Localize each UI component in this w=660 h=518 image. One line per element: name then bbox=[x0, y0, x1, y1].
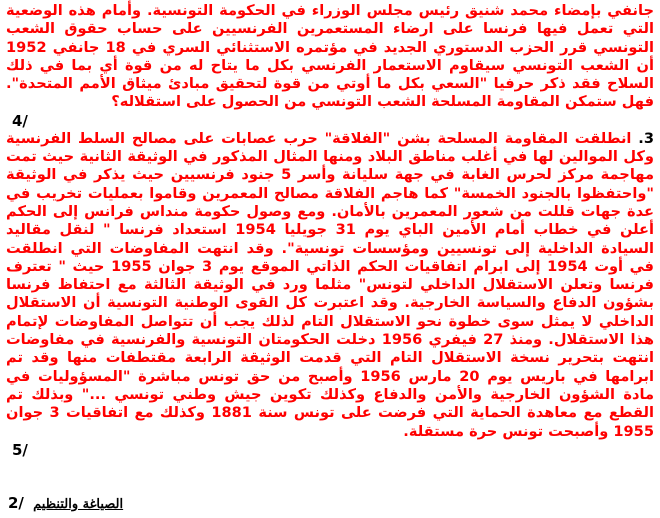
answer-text: انطلقت المقاومة المسلحة بشن "الفلاقة" حرب عصابات على مصالح السلط الفرنسية وكل الموالين لها في أغلب مناطق البلاد ومنها المثال المذكور في الوثيقة الثانية حيث تمت مهاجمة مركز لحرس الغابة في جهة سليانة وأسر 5 جنود فرنسيين حيث يذكر في الوثيقة "واحتفظوا بالجنود الخمسة" كما هاجم الفلاقة مصالح المعمرين وقاموا بعمليات تخريب في عدة جهات قللت من شعور المعمرين بالأمان. ومع وصول حكومة منداس فرانس إلى الحكم أعلن في خطاب أمام الأمين الباي يوم 31 جويليا 1954 استعداد فرنسا " لنقل مقاليد السيادة الداخلية إلى تونسيين ومؤسسات تونسية". وقد انتهت المفاوضات التي انطلقت في أوت 1954 إلى ابرام اتفاقيات الحكم الذاتي الموقع يوم 3 جوان 1955 حيث " تعترف فرنسا وتعلن الاستقلال الداخلي لتونس" مثلما ورد في الوثيقة الثالثة مع احتفاظ فرنسا بشؤون الدفاع والسياسة الخارجية. وقد اعتبرت كل القوى الوطنية التونسية أن الاستقلال الداخلي لا يمثل سوى خطوة نحو الاستقلال التام لذلك يجب أن تتواصل المفاوضات لإتمام هذا الاستقلال. ومنذ 27 فيفري 1956 دخلت الحكومتان التونسية والفرنسية في مفاوضات انتهت بتحرير نسخة الاستقلال التام التي قدمت الوثيقة الرابعة مقتطفات منها وقد تم ابرامها في باريس يوم 20 مارس 1956 وأصبح من حق تونس مباشرة "المسؤوليات في مادة الشؤون الخارجية والأمن والدفاع وكذلك تكوين جيش وطني تونسي ..." وبذلك تم القطع مع معاهدة الحماية التي فرضت على تونس سنة 1881 وكذلك مع اتفاقيات 3 جوان 1955 وأصبحت تونس حرة مستقلة. bbox=[6, 129, 655, 440]
paragraph-answer-3 bbox=[6, 130, 654, 441]
section-title: الصياغة والتنظيم bbox=[33, 497, 124, 512]
section-number: 2/ bbox=[8, 494, 24, 512]
answer-number: 3. bbox=[638, 129, 654, 147]
score-mark-1: 4/ bbox=[12, 111, 28, 130]
score-mark-2: 5/ bbox=[12, 440, 28, 459]
paragraph-intro: جانفي بإمضاء محمد شنيق رئيس مجلس الوزراء في الحكومة التونسية. وأمام هذه الوضعية التي تعمل فيها فرنسا على ارضاء المستعمرين الفرنسيين على حساب حقوق الشعب التونسي قرر الحزب الدستوري الجديد في مؤتمره الاستثنائي السري في 18 جانفي 1952 أن الشعب التونسي سيقاوم الاستعمار الفرنسي بكل ما يتاح له من قوة أي بما في ذلك السلاح فقد ذكر حرفيا "السعي بكل ما أوتي من قوة لتحقيق مبادئ ميثاق الأمم المتحدة". فهل ستمكن المقاومة المسلحة الشعب التونسي من الحصول على استقلاله؟ bbox=[6, 2, 654, 111]
section-heading bbox=[8, 494, 123, 512]
